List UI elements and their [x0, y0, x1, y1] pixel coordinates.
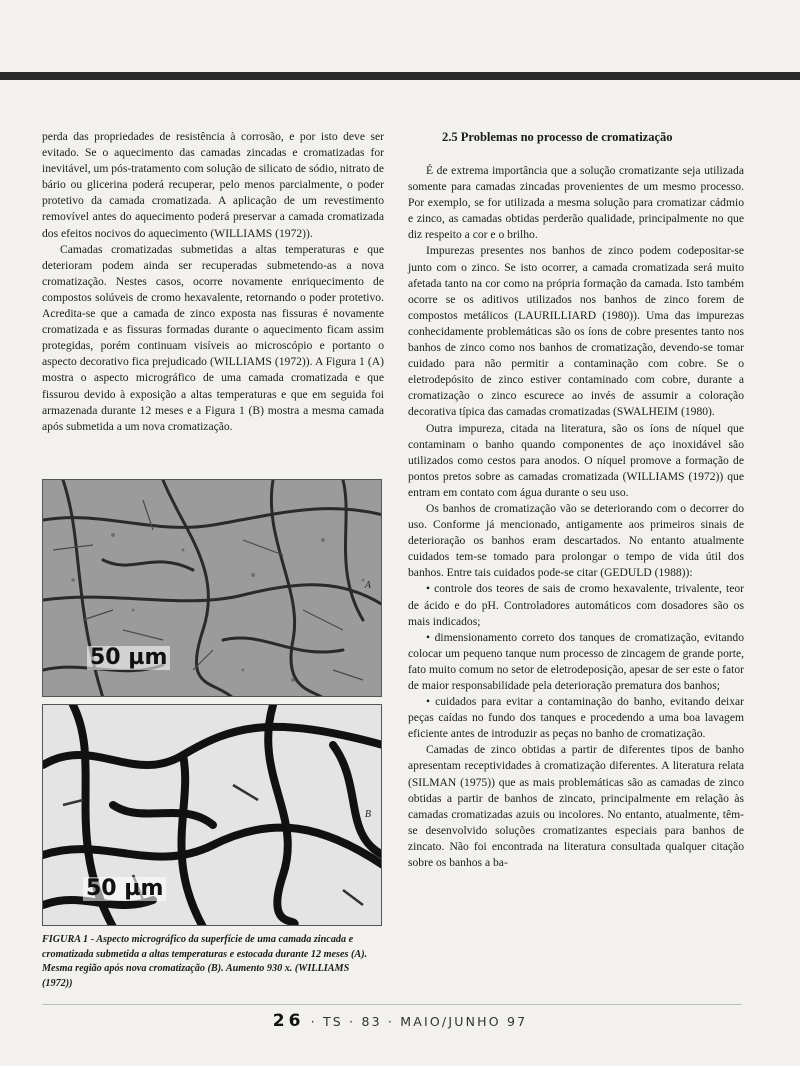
paragraph: Os banhos de cromatização vão se deteriorando com o decorrer do uso. Conforme já mencionado, antigamente aos primeiros sinais de deterioração os banhos eram descartados. No entanto atualmente cuidados tem-se tomado para prolongar o tempo de vida útil dos banhos. Entre tais cuidados pode-se citar (GEDULD (1988)): — [408, 501, 744, 580]
section-heading: 2.5 Problemas no processo de cromatização — [442, 130, 673, 144]
figure-1a-micrograph — [42, 479, 382, 697]
figure-caption: FIGURA 1 - Aspecto micrográfico da superfície de uma camada zincada e cromatizada submetida a altas temperaturas e estocada durante 12 meses (A). Mesma região após nova cromatização (B). Aumento 930 x. (WILLIAMS (1972)) — [42, 934, 368, 989]
footer-rule — [42, 1004, 742, 1005]
figure-label-a: A — [364, 580, 371, 591]
header-rule — [0, 72, 800, 80]
figure-label-b: B — [364, 809, 371, 820]
left-column — [42, 129, 384, 435]
page-number: 26 — [272, 1011, 305, 1031]
bullet-item: • dimensionamento correto dos tanques de cromatização, evitando colocar um pequeno tanque num processo de zincagem de grande porte, fato muito comum no setor de eletrodeposição, apesar de ser este o fator de maior responsabilidade pela deterioração prematura dos banhos; — [408, 630, 744, 692]
figure-1b-micrograph — [42, 704, 382, 926]
paragraph: Impurezas presentes nos banhos de zinco podem codepositar-se junto com o zinco. Se isto ocorrer, a camada cromatizada será muito afetada tanto na cor como na própria formação da camada. Isto também ocorre se os aditivos utilizados nos banhos de zinco forem de compostos metálicos (LAURILLIARD (1980)). Uma das impurezas conhecidamente problemáticas são os íons de cobre presentes tanto nos banhos de zinco como nos banhos de cromatização, devendo-se tomar cuidado para não permitir a contaminação com cobre. Se o eletrodepósito de zinco estiver contaminado com cobre, durante a cromatização o zinco escurece ao invés de assumir a coloração decorativa típica das camadas cromatizadas (SWALHEIM (1980). — [408, 244, 744, 419]
bullet-item: • cuidados para evitar a contaminação do banho, evitando deixar peças caídas no fundo dos tanques e procedendo a uma boa lavagem eficiente antes de introduzir as peças no banho de cromatização. — [408, 695, 744, 741]
paragraph: Camadas cromatizadas submetidas a altas temperaturas e que deterioram podem ainda ser recuperadas submetendo-as a nova cromatização. Nestes casos, ocorre novamente enriquecimento de compostos solúveis de cromo hexavalente, retornando o poder protetivo. Acredita-se que a camada de zinco exposta nas fissuras é novamente cromatizada e as fissuras formadas durante o aquecimento ficam assim protegidas, porém continuam visíveis ao microscópio e portanto o aspecto decorativo fica prejudicado (WILLIAMS (1972)). A Figura 1 (A) mostra o aspecto micrográfico de uma camada cromatizada e que fissurou devido à exposição a altas temperaturas e que em seguida foi armazenada durante 12 meses e a Figura 1 (B) mostra a mesma camada após submetida a um nova cromatização. — [42, 242, 384, 433]
paragraph: É de extrema importância que a solução cromatizante seja utilizada somente para camadas zincadas provenientes de um mesmo processo. Por exemplo, se for utilizada a mesma solução para cromatizar cádmio e zinco, as camadas obtidas perderão qualidade, principalmente no que diz respeito a cor e o brilho. — [408, 164, 744, 242]
paragraph: Outra impureza, citada na literatura, são os íons de níquel que contaminam o banho quando componentes de aço inoxidável são utilizados como cestos para anodos. O níquel promove a formação de pontos pretos sobre as camadas cromatizada (WILLIAMS (1972)) que entram em contato com água durante o seu uso. — [408, 421, 744, 499]
paragraph: Camadas de zinco obtidas a partir de diferentes tipos de banho apresentam receptividades à cromatização diferentes. A literatura relata (SILMAN (1975)) que as mais problemáticas são as camadas de zinco obtidas a partir de banhos de zincato, principalmente em relação às camadas cromatizadas azuis ou incolores. No entanto, atualmente, têm-se desenvolvido soluções cromatizantes especiais para banhos de zincato. Não foi encontrada na literatura consultada qualquer citação sobre os banhos a ba- — [408, 743, 744, 870]
scale-bar-label-a: 50 µm — [87, 646, 170, 670]
bullet-item: • controle dos teores de sais de cromo hexavalente, trivalente, teor de ácido e do pH. Controladores automáticos com dosadores são os mais indicados; — [408, 582, 744, 628]
scale-bar-label-b: 50 µm — [83, 877, 166, 901]
issue-info: · TS · 83 · MAIO/JUNHO 97 — [310, 1014, 528, 1029]
paragraph: perda das propriedades de resistência à corrosão, e por isto deve ser evitado. Se o aquecimento das camadas zincadas e cromatizadas for inevitável, um pós-tratamento com solução de silicato de sódio, nitrato de bário ou glicerina poderá recuperar, pelo menos parcialmente, o poder protetivo da camada cromatizada. A aplicação de um revestimento removível antes do aquecimento poderá preservar a camada cromatizada dos efeitos nocivos do aquecimento (WILLIAMS (1972)). — [42, 130, 384, 240]
right-column — [408, 129, 744, 871]
page-footer — [0, 1011, 800, 1031]
